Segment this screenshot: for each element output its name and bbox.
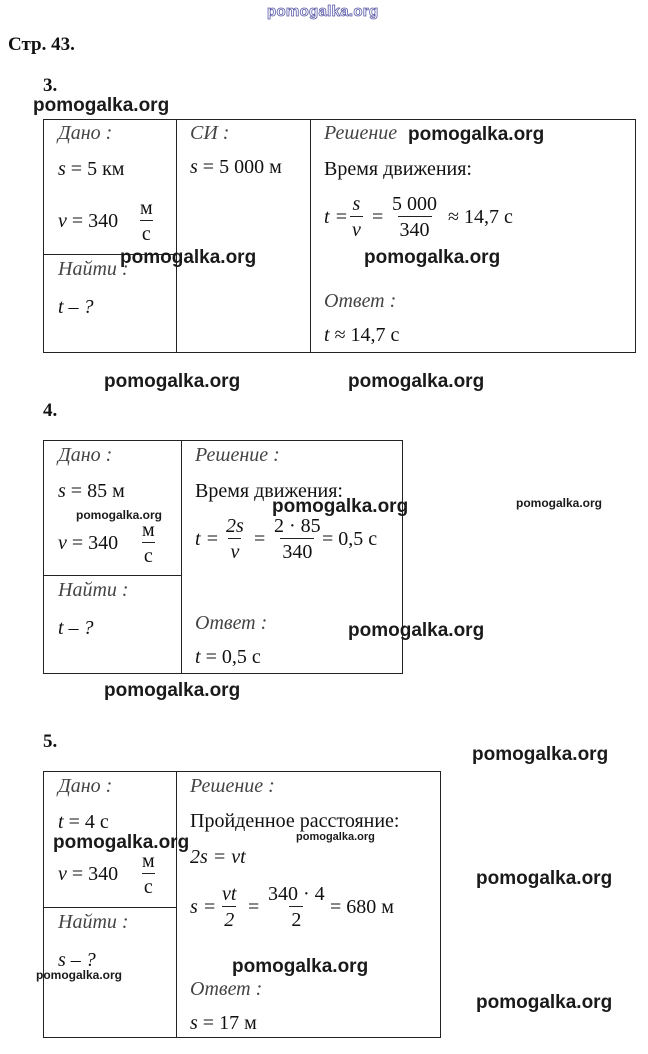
problem-number: 5. — [43, 731, 58, 752]
given-line: v = 340 — [58, 210, 119, 232]
watermark: pomogalka.org — [104, 371, 241, 392]
given-heading: Дано : — [58, 775, 113, 797]
answer-heading: Ответ : — [324, 290, 397, 312]
problem-number: 4. — [43, 400, 58, 421]
answer-value: s = 17 м — [190, 1012, 257, 1034]
unit-fraction: м с — [142, 519, 155, 567]
site-header-watermark: pomogalka.org — [267, 3, 379, 20]
answer-value: t = 0,5 с — [195, 646, 261, 668]
formula-fraction: $\frac{2 \cdot 85}{340}$ — [274, 515, 321, 563]
formula-result: ≈ 14,7 с — [448, 206, 513, 228]
unit-fraction: м с — [142, 850, 155, 898]
formula-lhs: t = — [324, 206, 349, 228]
given-line: s = 5 км — [58, 158, 125, 180]
watermark: pomogalka.org — [33, 95, 170, 116]
solution-heading: Решение : — [195, 444, 280, 466]
watermark: pomogalka.org — [476, 992, 613, 1013]
watermark: pomogalka.org — [476, 868, 613, 889]
watermark: pomogalka.org — [76, 508, 163, 522]
column-divider — [176, 119, 177, 352]
row-divider — [43, 907, 176, 908]
watermark: pomogalka.org — [272, 496, 409, 517]
watermark: pomogalka.org — [232, 956, 369, 977]
watermark: pomogalka.org — [364, 247, 501, 268]
given-heading: Дано : — [58, 444, 113, 466]
formula-fraction: $\frac{2s}{v}$ — [226, 515, 244, 563]
find-heading: Найти : — [58, 911, 129, 933]
find-value: t – ? — [58, 296, 94, 318]
watermark: pomogalka.org — [53, 832, 190, 853]
watermark: pomogalka.org — [104, 680, 241, 701]
problem-number: 3. — [43, 75, 58, 96]
formula-fraction: $\frac{vt}{2}$ — [222, 883, 237, 931]
si-value: s = 5 000 м — [190, 156, 282, 178]
formula-equals: = — [254, 528, 266, 550]
watermark: pomogalka.org — [408, 124, 545, 145]
given-heading: Дано : — [58, 122, 113, 144]
column-divider — [310, 119, 311, 352]
watermark: pomogalka.org — [348, 371, 485, 392]
page-label: Стр. 43. — [8, 34, 75, 55]
formula-fraction: $\frac{s}{v}$ — [352, 193, 361, 241]
watermark: pomogalka.org — [120, 247, 257, 268]
unit-fraction: м с — [140, 197, 153, 245]
formula-fraction: $\frac{340 \cdot 4}{2}$ — [268, 883, 325, 931]
formula-equals: = — [372, 206, 384, 228]
equation-line: 2s = vt — [190, 846, 246, 868]
row-divider — [43, 575, 181, 576]
column-divider — [181, 440, 182, 673]
answer-heading: Ответ : — [195, 612, 268, 634]
formula-result: = 680 м — [330, 896, 394, 918]
watermark: pomogalka.org — [348, 620, 485, 641]
watermark: pomogalka.org — [36, 968, 123, 982]
column-divider — [176, 771, 177, 1037]
formula-result: = 0,5 с — [322, 528, 378, 550]
solution-phrase: Пройденное расстояние: — [190, 810, 400, 832]
si-heading: СИ : — [190, 122, 230, 144]
formula-lhs: t = — [195, 528, 220, 550]
solution-heading: Решение — [324, 122, 398, 144]
watermark: pomogalka.org — [516, 496, 603, 510]
answer-value: t ≈ 14,7 с — [324, 324, 400, 346]
formula-lhs: s = — [190, 896, 217, 918]
solution-heading: Решение : — [190, 775, 275, 797]
find-value: t – ? — [58, 617, 94, 639]
find-value: s – ? — [58, 949, 96, 971]
watermark: pomogalka.org — [296, 831, 375, 843]
problem-3-table — [43, 119, 636, 353]
formula-equals: = — [248, 896, 260, 918]
answer-heading: Ответ : — [190, 978, 263, 1000]
given-line: s = 85 м — [58, 480, 125, 502]
given-line: v = 340 — [58, 863, 119, 885]
solution-phrase: Время движения: — [324, 158, 472, 180]
find-heading: Найти : — [58, 258, 129, 280]
find-heading: Найти : — [58, 579, 129, 601]
given-line: t = 4 с — [58, 811, 109, 833]
given-line: v = 340 — [58, 532, 119, 554]
solution-phrase: Время движения: — [195, 480, 343, 502]
formula-fraction: $\frac{5 000}{340}$ — [392, 193, 437, 241]
watermark: pomogalka.org — [472, 744, 609, 765]
